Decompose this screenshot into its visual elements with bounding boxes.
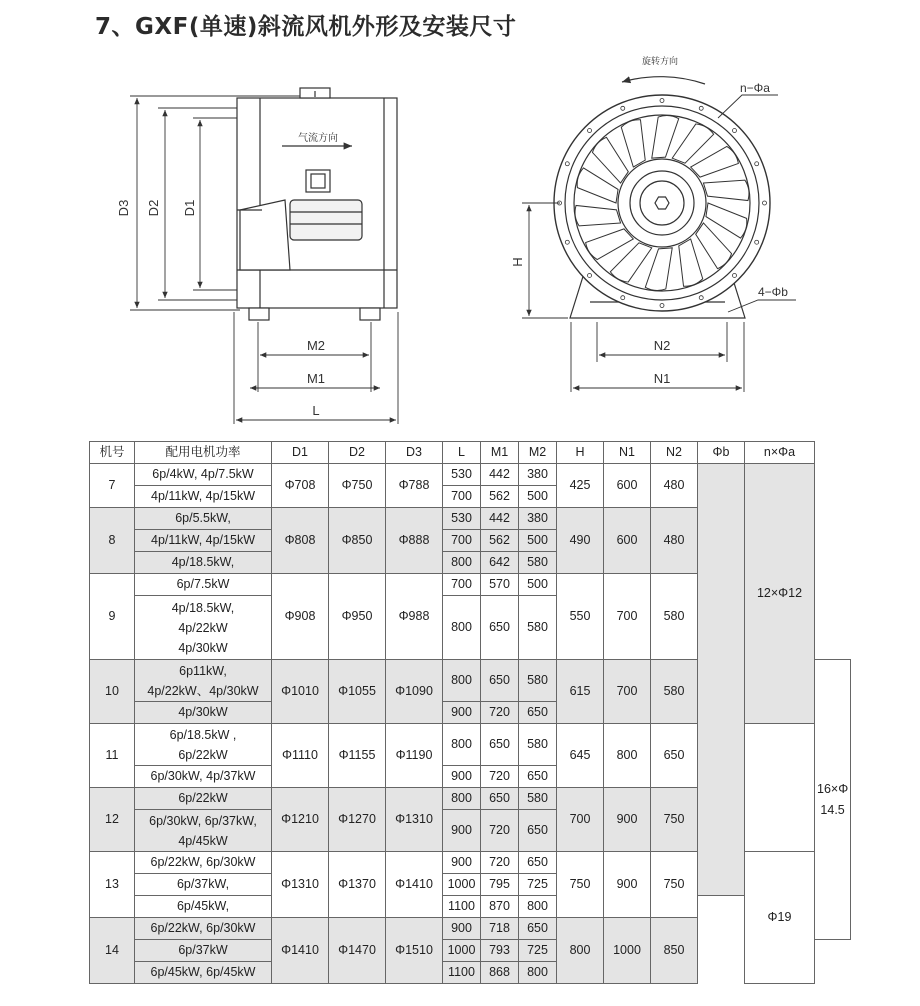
h-cell: 645 bbox=[557, 724, 604, 788]
m1-cell: 718 bbox=[481, 918, 519, 940]
d1-cell: Φ1010 bbox=[272, 660, 329, 724]
m1-cell: 442 bbox=[481, 508, 519, 530]
d3-label: D3 bbox=[116, 199, 131, 217]
h-cell: 700 bbox=[557, 788, 604, 852]
m2-label: M2 bbox=[306, 338, 326, 353]
motor-power: 6p/4kW, 4p/7.5kW bbox=[135, 464, 272, 486]
motor-power: 6p/7.5kW bbox=[135, 574, 272, 596]
n2-cell: 480 bbox=[651, 508, 698, 574]
n2-cell: 580 bbox=[651, 574, 698, 660]
l-cell: 700 bbox=[443, 486, 481, 508]
table-row bbox=[90, 918, 851, 940]
motor-power: 6p/22kW, 6p/30kW bbox=[135, 918, 272, 940]
m2-cell: 650 bbox=[519, 702, 557, 724]
na-line: 16×Φ bbox=[817, 781, 849, 796]
l-cell: 900 bbox=[443, 702, 481, 724]
m2-cell: 580 bbox=[519, 788, 557, 810]
header-cell: L bbox=[443, 442, 481, 464]
d3-cell: Φ1410 bbox=[386, 852, 443, 918]
header-cell: D1 bbox=[272, 442, 329, 464]
header-cell: D3 bbox=[386, 442, 443, 464]
n1-cell: 1000 bbox=[604, 918, 651, 984]
d3-cell: Φ1310 bbox=[386, 788, 443, 852]
m2-cell: 650 bbox=[519, 852, 557, 874]
n1-cell: 800 bbox=[604, 724, 651, 788]
l-cell: 700 bbox=[443, 530, 481, 552]
na-cell bbox=[815, 660, 851, 940]
fan-no: 9 bbox=[90, 574, 135, 660]
h-cell: 425 bbox=[557, 464, 604, 508]
h-cell: 490 bbox=[557, 508, 604, 574]
h-label: H bbox=[510, 257, 525, 267]
motor-power-line: 4p/22kW、4p/30kW bbox=[147, 683, 259, 698]
d1-cell: Φ708 bbox=[272, 464, 329, 508]
m1-cell: 570 bbox=[481, 574, 519, 596]
fan-no: 12 bbox=[90, 788, 135, 852]
na-cell: 12×Φ12 bbox=[745, 464, 815, 724]
page-title: 7、GXF(单速)斜流风机外形及安装尺寸 bbox=[95, 14, 517, 40]
m1-cell: 650 bbox=[481, 788, 519, 810]
front-view bbox=[554, 77, 770, 318]
header-cell: M1 bbox=[481, 442, 519, 464]
l-cell: 900 bbox=[443, 810, 481, 852]
na-line: 14.5 bbox=[820, 802, 845, 817]
dimension-table bbox=[89, 441, 851, 984]
m2-cell: 580 bbox=[519, 724, 557, 766]
l-cell: 900 bbox=[443, 766, 481, 788]
d3-cell: Φ1090 bbox=[386, 660, 443, 724]
header-cell: N1 bbox=[604, 442, 651, 464]
l-cell: 1100 bbox=[443, 896, 481, 918]
motor-power: 6p/30kW, 4p/37kW bbox=[135, 766, 272, 788]
d1-cell: Φ908 bbox=[272, 574, 329, 660]
fb-cell: Φ19 bbox=[745, 852, 815, 984]
m2-cell: 650 bbox=[519, 918, 557, 940]
h-cell: 800 bbox=[557, 918, 604, 984]
d1-cell: Φ1410 bbox=[272, 918, 329, 984]
l-cell: 1000 bbox=[443, 874, 481, 896]
table-row bbox=[90, 940, 851, 962]
n1-cell: 900 bbox=[604, 852, 651, 918]
motor-power: 6p/45kW, 6p/45kW bbox=[135, 962, 272, 984]
d3-cell: Φ988 bbox=[386, 574, 443, 660]
n1-cell: 600 bbox=[604, 508, 651, 574]
airflow-label: 气流方向 bbox=[298, 133, 338, 144]
l-cell: 1100 bbox=[443, 962, 481, 984]
l-cell: 900 bbox=[443, 852, 481, 874]
l-cell: 800 bbox=[443, 724, 481, 766]
n2-cell: 480 bbox=[651, 464, 698, 508]
m2-cell: 800 bbox=[519, 896, 557, 918]
motor-power-line: 6p/22kW bbox=[178, 747, 228, 762]
m2-cell: 380 bbox=[519, 464, 557, 486]
header-cell: n×Φa bbox=[745, 442, 815, 464]
l-cell: 800 bbox=[443, 552, 481, 574]
n2-cell: 580 bbox=[651, 660, 698, 724]
h-cell: 550 bbox=[557, 574, 604, 660]
header-cell: 机号 bbox=[90, 442, 135, 464]
motor-power-line: 4p/18.5kW, bbox=[171, 600, 235, 615]
fan-no: 10 bbox=[90, 660, 135, 724]
fan-no: 7 bbox=[90, 464, 135, 508]
l-cell: 530 bbox=[443, 508, 481, 530]
motor-power: 6p/37kW bbox=[135, 940, 272, 962]
n1-cell: 600 bbox=[604, 464, 651, 508]
n2-cell: 850 bbox=[651, 918, 698, 984]
l-cell: 1000 bbox=[443, 940, 481, 962]
header-cell: M2 bbox=[519, 442, 557, 464]
rotation-label: 旋转方向 bbox=[641, 56, 679, 66]
m2-cell: 500 bbox=[519, 530, 557, 552]
motor-power-line: 6p/30kW, 6p/37kW, bbox=[149, 813, 257, 828]
m1-cell: 442 bbox=[481, 464, 519, 486]
fan-no: 11 bbox=[90, 724, 135, 788]
motor-power: 6p/37kW, bbox=[135, 874, 272, 896]
d3-cell: Φ1510 bbox=[386, 918, 443, 984]
l-cell: 800 bbox=[443, 788, 481, 810]
n1-cell: 700 bbox=[604, 660, 651, 724]
m2-cell: 650 bbox=[519, 810, 557, 852]
l-cell: 530 bbox=[443, 464, 481, 486]
d2-cell: Φ1370 bbox=[329, 852, 386, 918]
m1-cell: 650 bbox=[481, 596, 519, 660]
motor-power: 4p/18.5kW, bbox=[135, 552, 272, 574]
m2-cell: 650 bbox=[519, 766, 557, 788]
m1-cell: 650 bbox=[481, 724, 519, 766]
m1-cell: 720 bbox=[481, 852, 519, 874]
d1-cell: Φ1110 bbox=[272, 724, 329, 788]
motor-power: 4p/11kW, 4p/15kW bbox=[135, 530, 272, 552]
motor-power bbox=[135, 724, 272, 766]
h-cell: 615 bbox=[557, 660, 604, 724]
d2-cell: Φ1470 bbox=[329, 918, 386, 984]
motor-power: 6p/22kW, 6p/30kW bbox=[135, 852, 272, 874]
m2-cell: 380 bbox=[519, 508, 557, 530]
d2-label: D2 bbox=[146, 199, 161, 217]
d2-cell: Φ850 bbox=[329, 508, 386, 574]
motor-power: 6p/45kW, bbox=[135, 896, 272, 918]
n1-cell: 900 bbox=[604, 788, 651, 852]
header-cell: Φb bbox=[698, 442, 745, 464]
m1-cell: 870 bbox=[481, 896, 519, 918]
n2-label: N2 bbox=[653, 338, 671, 353]
d3-cell: Φ888 bbox=[386, 508, 443, 574]
motor-power-line: 4p/45kW bbox=[178, 833, 228, 848]
h-cell: 750 bbox=[557, 852, 604, 918]
motor-power: 4p/30kW bbox=[135, 702, 272, 724]
motor-power-line: 4p/30kW bbox=[178, 640, 228, 655]
n2-cell: 750 bbox=[651, 852, 698, 918]
d1-cell: Φ1210 bbox=[272, 788, 329, 852]
d1-label: D1 bbox=[182, 199, 197, 217]
d2-cell: Φ950 bbox=[329, 574, 386, 660]
m1-cell: 793 bbox=[481, 940, 519, 962]
l-cell: 700 bbox=[443, 574, 481, 596]
motor-power bbox=[135, 660, 272, 702]
n2-cell: 650 bbox=[651, 724, 698, 788]
n1-label: N1 bbox=[653, 371, 671, 386]
fan-outline-drawings bbox=[0, 55, 920, 435]
motor-power: 6p/22kW bbox=[135, 788, 272, 810]
motor-power: 6p/5.5kW, bbox=[135, 508, 272, 530]
d1-cell: Φ808 bbox=[272, 508, 329, 574]
d3-cell: Φ1190 bbox=[386, 724, 443, 788]
d2-cell: Φ1055 bbox=[329, 660, 386, 724]
fan-no: 13 bbox=[90, 852, 135, 918]
m1-cell: 720 bbox=[481, 766, 519, 788]
motor-power: 4p/11kW, 4p/15kW bbox=[135, 486, 272, 508]
m1-cell: 562 bbox=[481, 486, 519, 508]
m2-cell: 800 bbox=[519, 962, 557, 984]
table-row bbox=[90, 896, 851, 918]
m1-label: M1 bbox=[306, 371, 326, 386]
motor-power-line: 6p/18.5kW , bbox=[169, 727, 237, 742]
na-label: n−Φa bbox=[740, 81, 770, 95]
n2-cell: 750 bbox=[651, 788, 698, 852]
m1-cell: 562 bbox=[481, 530, 519, 552]
m2-cell: 725 bbox=[519, 940, 557, 962]
d3-cell: Φ788 bbox=[386, 464, 443, 508]
m1-cell: 642 bbox=[481, 552, 519, 574]
d1-cell: Φ1310 bbox=[272, 852, 329, 918]
header-cell: H bbox=[557, 442, 604, 464]
fb-label: 4−Φb bbox=[758, 285, 788, 299]
l-cell: 900 bbox=[443, 918, 481, 940]
m2-cell: 725 bbox=[519, 874, 557, 896]
fan-no: 14 bbox=[90, 918, 135, 984]
table-row bbox=[90, 962, 851, 984]
motor-power-line: 6p11kW, bbox=[179, 663, 227, 678]
d2-cell: Φ1155 bbox=[329, 724, 386, 788]
header-cell: D2 bbox=[329, 442, 386, 464]
n1-cell: 700 bbox=[604, 574, 651, 660]
fan-no: 8 bbox=[90, 508, 135, 574]
m2-cell: 580 bbox=[519, 596, 557, 660]
header-cell: 配用电机功率 bbox=[135, 442, 272, 464]
table-row bbox=[90, 464, 851, 486]
d2-cell: Φ1270 bbox=[329, 788, 386, 852]
l-label: L bbox=[312, 403, 320, 418]
m1-cell: 720 bbox=[481, 702, 519, 724]
l-cell: 800 bbox=[443, 660, 481, 702]
m2-cell: 500 bbox=[519, 486, 557, 508]
fb-cell-empty bbox=[698, 464, 745, 896]
motor-power bbox=[135, 596, 272, 660]
l-cell: 800 bbox=[443, 596, 481, 660]
motor-power-line: 4p/22kW bbox=[178, 620, 228, 635]
m2-cell: 500 bbox=[519, 574, 557, 596]
m1-cell: 650 bbox=[481, 660, 519, 702]
motor-power bbox=[135, 810, 272, 852]
m1-cell: 795 bbox=[481, 874, 519, 896]
table-header-row bbox=[90, 442, 851, 464]
header-cell: N2 bbox=[651, 442, 698, 464]
d2-cell: Φ750 bbox=[329, 464, 386, 508]
m1-cell: 720 bbox=[481, 810, 519, 852]
m2-cell: 580 bbox=[519, 660, 557, 702]
m1-cell: 868 bbox=[481, 962, 519, 984]
m2-cell: 580 bbox=[519, 552, 557, 574]
side-view bbox=[237, 88, 397, 320]
